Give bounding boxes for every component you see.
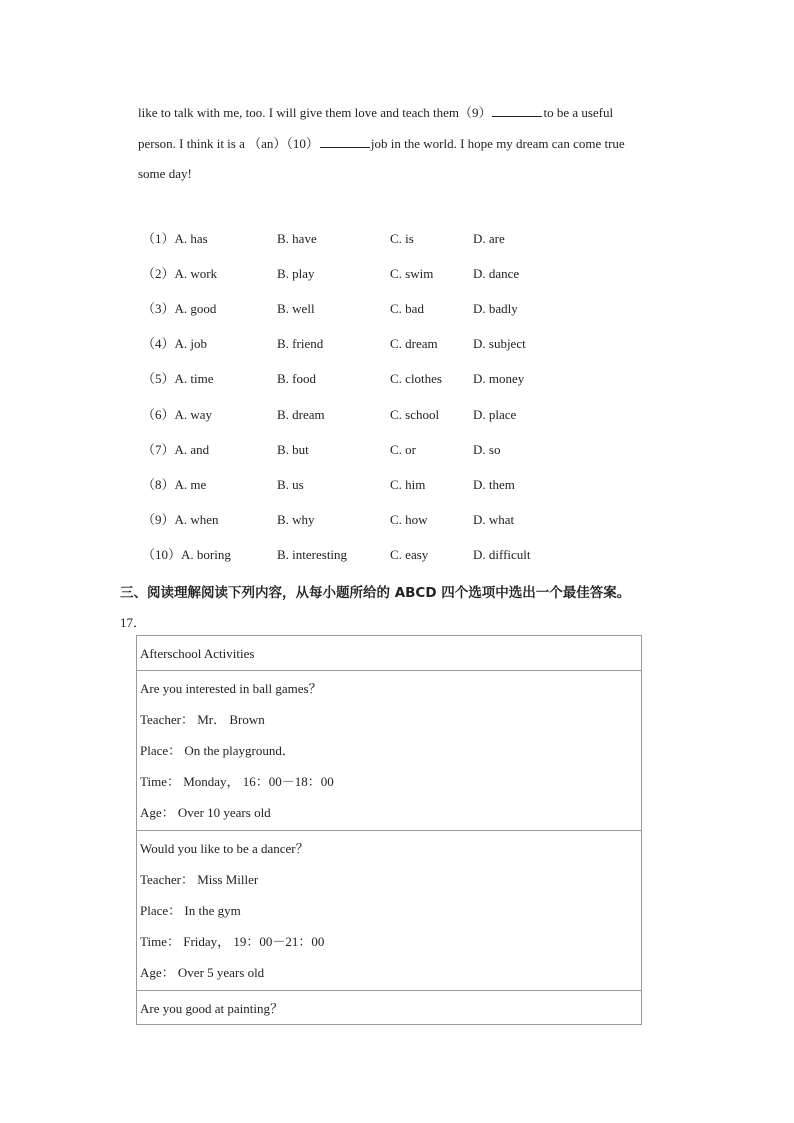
passage-line-1	[138, 104, 678, 121]
question-number: 17．	[120, 615, 147, 630]
activity-question: Are you good at painting？	[140, 1001, 283, 1016]
option-b: B. why	[277, 512, 315, 527]
option-a: （6）A. way	[142, 407, 213, 422]
activities-table	[136, 635, 642, 1025]
option-a: （8）A. me	[142, 477, 207, 492]
option-a: （1）A. has	[142, 231, 208, 246]
option-b: B. friend	[277, 336, 324, 351]
option-c: C. is	[390, 231, 414, 246]
option-b: B. play	[277, 266, 315, 281]
option-a: （10）A. boring	[142, 547, 231, 562]
option-c: C. how	[390, 512, 428, 527]
option-c: C. clothes	[390, 371, 442, 386]
passage-line-2	[138, 135, 678, 152]
option-c: C. school	[390, 407, 440, 422]
activity-place: Place： In the gym	[140, 903, 241, 918]
option-d: D. subject	[473, 336, 526, 351]
option-b: B. food	[277, 371, 316, 386]
table-title-row	[137, 636, 641, 671]
option-c: C. bad	[390, 301, 424, 316]
passage-line-1-end: to be a useful	[543, 105, 614, 120]
option-d: D. badly	[473, 301, 518, 316]
activity-age: Age： Over 5 years old	[140, 965, 265, 980]
option-c: C. swim	[390, 266, 434, 281]
activity-time: Time： Monday， 16：00－18：00	[140, 774, 334, 789]
option-c: C. dream	[390, 336, 438, 351]
option-b: B. dream	[277, 407, 325, 422]
option-a: （9）A. when	[142, 512, 219, 527]
passage-line-2-start: person. I think it is a （an）（10）	[138, 136, 319, 151]
activity-time: Time： Friday， 19：00－21：00	[140, 934, 325, 949]
option-d: D. dance	[473, 266, 520, 281]
answer-blank-10[interactable]	[320, 135, 370, 148]
option-d: D. money	[473, 371, 525, 386]
option-b: B. well	[277, 301, 315, 316]
option-a: （5）A. time	[142, 371, 214, 386]
activity-block-dancer	[137, 831, 641, 991]
activity-teacher: Teacher： Mr． Brown	[140, 712, 265, 727]
activity-place: Place： On the playground．	[140, 743, 295, 758]
option-b: B. interesting	[277, 547, 348, 562]
activity-block-ball-games	[137, 671, 641, 831]
passage-line-1-start: like to talk with me, too. I will give them love and teach them（9）	[138, 105, 492, 120]
answer-blank-9[interactable]	[492, 104, 542, 117]
passage-line-3: some day!	[138, 166, 192, 181]
option-a: （4）A. job	[142, 336, 208, 351]
option-c: C. easy	[390, 547, 429, 562]
option-c: C. him	[390, 477, 426, 492]
option-a: （7）A. and	[142, 442, 210, 457]
option-d: D. them	[473, 477, 515, 492]
activity-question: Are you interested in ball games？	[140, 681, 322, 696]
section-heading: 三、阅读理解阅读下列内容，从每小题所给的 ABCD 四个选项中选出一个最佳答案。	[120, 585, 631, 601]
table-title: Afterschool Activities	[140, 646, 255, 661]
option-b: B. but	[277, 442, 309, 457]
option-d: D. place	[473, 407, 517, 422]
activity-block-painting	[137, 991, 641, 1024]
activity-question: Would you like to be a dancer？	[140, 841, 309, 856]
option-b: B. have	[277, 231, 317, 246]
option-d: D. difficult	[473, 547, 531, 562]
option-a: （3）A. good	[142, 301, 217, 316]
option-d: D. are	[473, 231, 505, 246]
passage-line-2-end: job in the world. I hope my dream can come true	[370, 136, 625, 151]
activity-age: Age： Over 10 years old	[140, 805, 271, 820]
option-c: C. or	[390, 442, 416, 457]
option-d: D. what	[473, 512, 515, 527]
activity-teacher: Teacher： Miss Miller	[140, 872, 259, 887]
option-b: B. us	[277, 477, 304, 492]
option-a: （2）A. work	[142, 266, 218, 281]
option-d: D. so	[473, 442, 501, 457]
